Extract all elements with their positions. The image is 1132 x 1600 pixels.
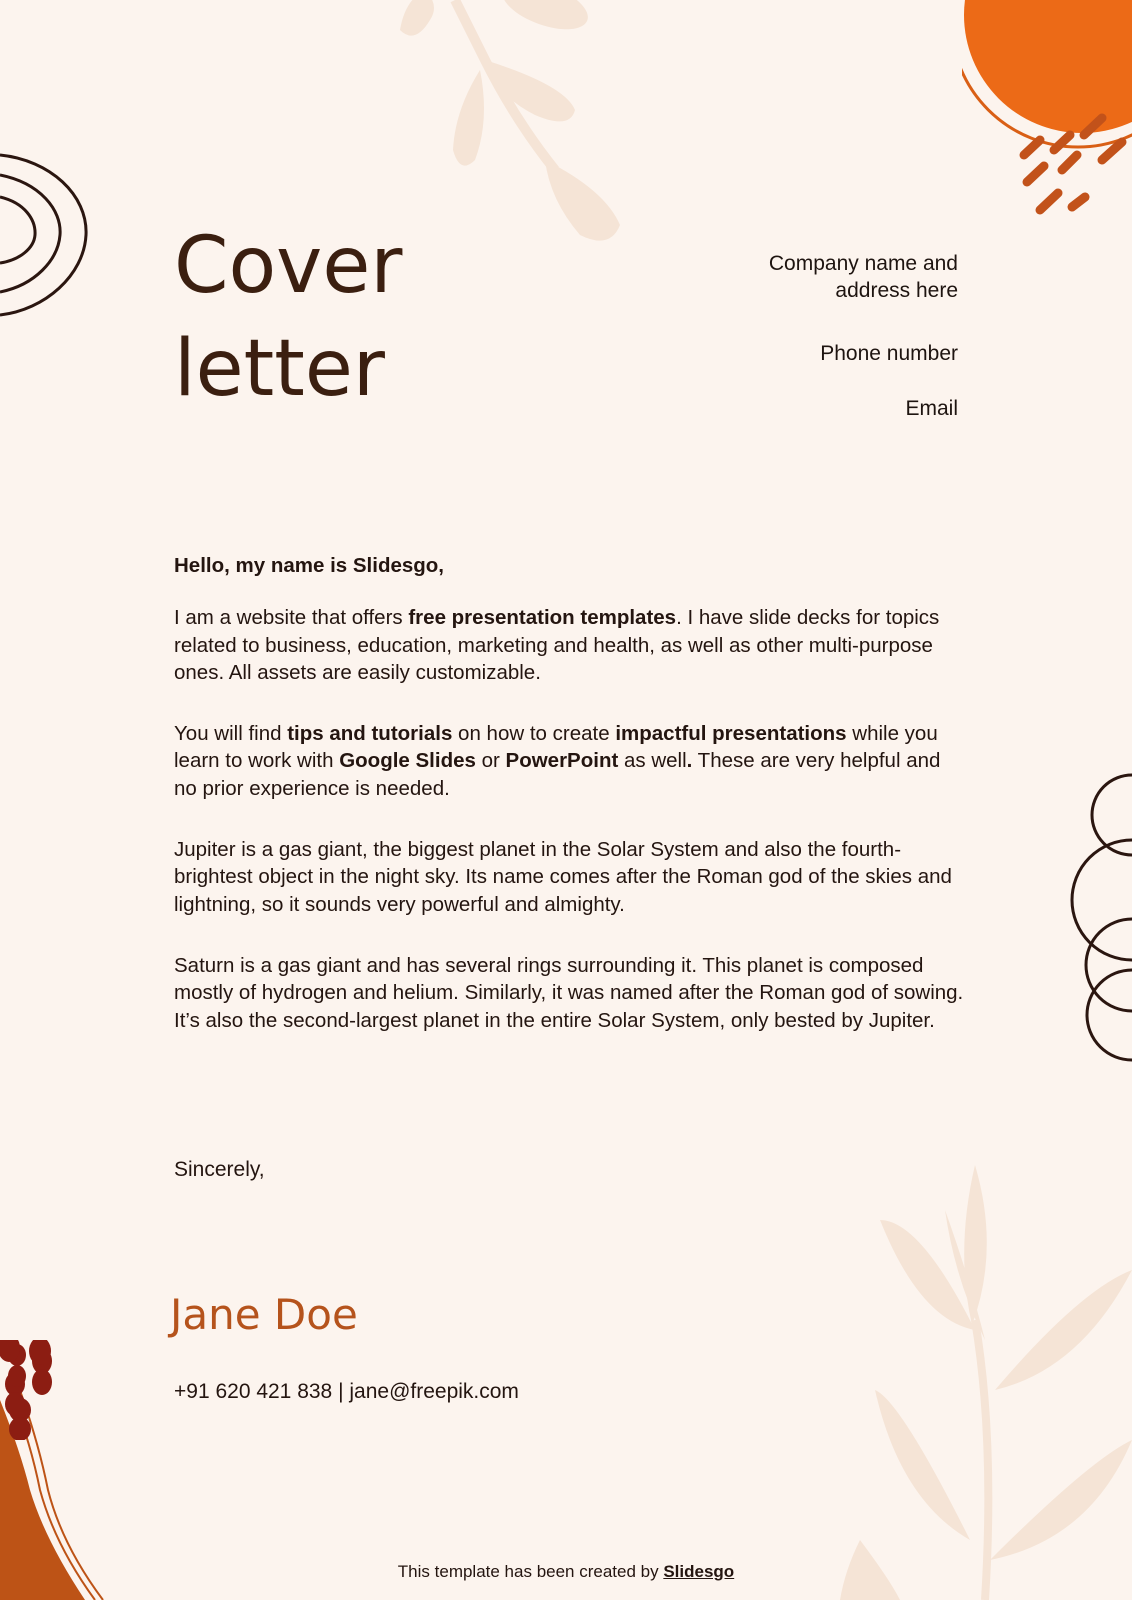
rust-shape-decoration	[0, 1340, 110, 1600]
bold-text: Google Slides	[339, 749, 476, 773]
bold-text: impactful presentations	[615, 722, 847, 746]
red-dots-decoration	[0, 1340, 60, 1440]
bold-text: PowerPoint	[505, 749, 619, 773]
email: Email	[905, 397, 958, 420]
title-line-2: letter	[174, 324, 385, 414]
company-line-2: address here	[835, 279, 958, 302]
bold-text: .	[686, 749, 693, 773]
greeting: Hello, my name is Slidesgo,	[174, 554, 445, 577]
text: You will find	[174, 722, 288, 746]
text: on how to create	[452, 722, 616, 746]
concentric-loops-decoration	[0, 145, 95, 325]
paragraph-4: Saturn is a gas giant and has several rings surrounding it. This planet is composed mostly of hydrogen and helium. Similarly, it was named after the Roman god of sowing. It’s also the second-largest planet in the entire Solar System, only bested by Jupiter.	[174, 953, 964, 1032]
footer-text: This template has been created by	[397, 1562, 664, 1581]
paragraph-3: Jupiter is a gas giant, the biggest planet in the Solar System and also the fourth-brightest object in the night sky. Its name comes after the Roman god of the skies and lightning, so it sounds very powerful and almighty.	[174, 838, 952, 916]
phone-number: Phone number	[820, 342, 958, 365]
text: I am a website that offers	[174, 606, 409, 630]
signoff: Sincerely,	[174, 1158, 265, 1181]
text: as well	[618, 749, 687, 773]
text: or	[475, 749, 506, 773]
signature-name: Jane Doe	[170, 1290, 358, 1339]
bold-text: free presentation templates	[408, 606, 677, 630]
text: These are very helpful and no prior experience is needed.	[174, 749, 941, 800]
slidesgo-link[interactable]: Slidesgo	[663, 1562, 735, 1581]
text: . I have slide decks for topics related to business, education, marketing and health, as well as other multi-purpose ones. All assets are easily customizable.	[174, 606, 940, 684]
paragraph-2	[174, 720, 964, 802]
footer-credit	[0, 1562, 1132, 1582]
bold-text: tips and tutorials	[287, 722, 453, 746]
recipient-contact-block	[769, 250, 958, 422]
title-line-1: Cover	[174, 221, 403, 311]
company-line-1: Company name and	[768, 252, 958, 275]
paragraph-1	[174, 604, 964, 686]
text: while you learn to work with	[174, 722, 938, 773]
right-loops-decoration	[1062, 760, 1132, 1080]
company-address	[769, 250, 958, 304]
orange-sun-decoration	[962, 0, 1132, 220]
bottom-leaves-decoration	[820, 1140, 1132, 1600]
leaf-branch-decoration	[385, 0, 625, 250]
page-title	[174, 215, 402, 421]
letter-body	[174, 552, 964, 1068]
signature-contact: +91 620 421 838 | jane@freepik.com	[174, 1380, 519, 1403]
